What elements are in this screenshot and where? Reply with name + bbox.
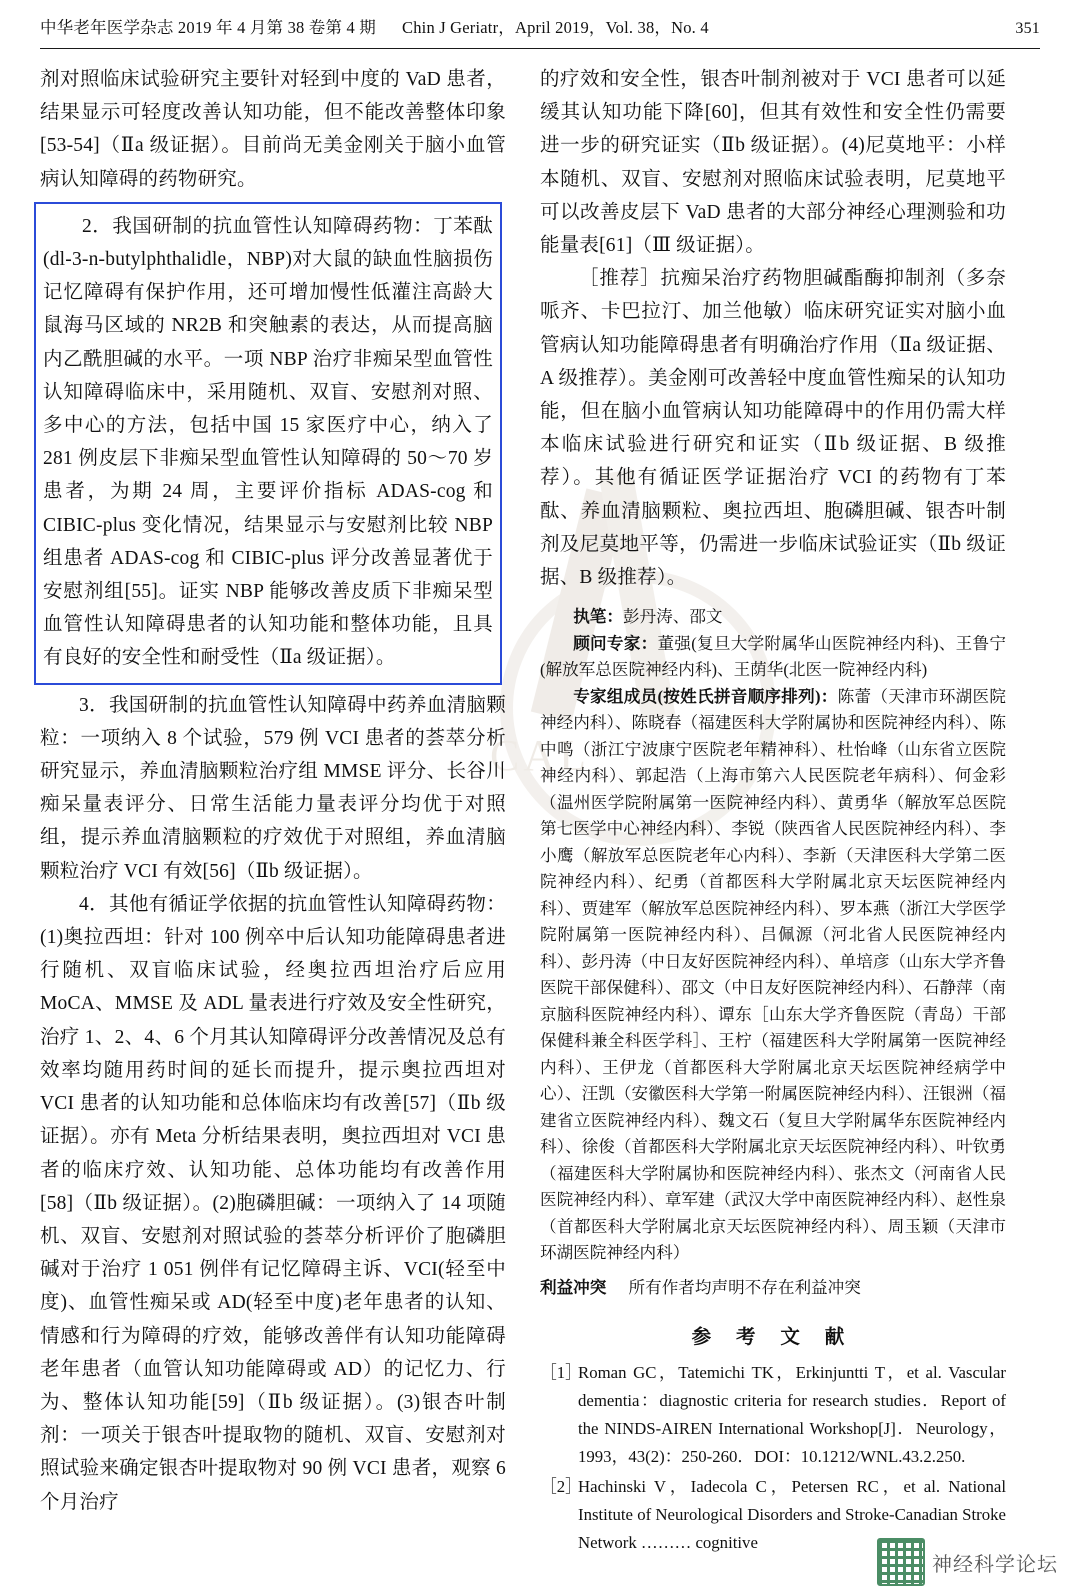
reference-item — [540, 1359, 1006, 1471]
advisors-names: 董强(复旦大学附属华山医院神经内科)、王鲁宁(解放军总医院神经内科)、王荫华(北医一院神经内科) — [540, 633, 1006, 680]
reference-text: Roman GC，Tatemichi TK，Erkinjuntti T，et al. Vascular dementia：diagnostic criteria for research studies．Report of the NINDS-AIREN International Workshop[J]．Neurology，1993，43(2)：250-260．DOI：10.1212/WNL.43.2.250. — [578, 1363, 1006, 1467]
paragraph-yangxue-qingnao: 3．我国研制的抗血管性认知障碍中药养血清脑颗粒：一项纳入 8 个试验，579 例 VCI 患者的荟萃分析研究显示，养血清脑颗粒治疗组 MMSE 评分、长谷川痴呆量表评分、日常生活能力量表评分均优于对照组，提示养血清脑颗粒的疗效优于对照组，养血清脑颗粒治疗 VCI 有效[56]（Ⅱb 级证据）。 — [40, 694, 506, 882]
wechat-badge — [877, 1538, 1058, 1586]
qr-code-icon — [877, 1538, 925, 1586]
panel-members: 陈蕾（天津市环湖医院神经内科）、陈晓春（福建医科大学附属协和医院神经内科）、陈中鸣（浙江宁波康宁医院老年精神科）、杜怡峰（山东省立医院神经内科）、郭起浩（上海市第六人民医院老年病科）、何金彩（温州医学院附属第一医院神经内科）、黄勇华（解放军总医院第七医学中心神经内科）、李锐（陕西省人民医院神经内科）、李小鹰（解放军总医院老年心内科）、李新（天津医科大学第二医院神经内科）、纪勇（首都医科大学附属北京天坛医院神经内科）、贾建军（解放军总医院神经内科）、罗本燕（浙江大学医学院附属第一医院神经内科）、吕佩源（河北省人民医院神经内科）、彭丹涛（中日友好医院神经内科）、单培彦（山东大学齐鲁医院干部保健科）、邵文（中日友好医院神经内科）、石静萍（南京脑科医院神经内科）、谭东［山东大学齐鲁医院（青岛）干部保健科兼全科医学科］、王柠（福建医科大学附属第一医院神经内科）、王伊龙（首都医科大学附属北京天坛医院神经病学中心）、汪凯（安徽医科大学第一附属医院神经内科）、汪银洲（福建省立医院神经内科）、魏文石（复旦大学附属华东医院神经内科）、徐俊（首都医科大学附属北京天坛医院神经内科）、叶钦勇（福建医科大学附属协和医院神经内科）、张杰文（河南省人民医院神经内科）、章军建（武汉大学中南医院神经内科）、赵性泉（首都医科大学附属北京天坛医院神经内科）、周玉颖（天津市环湖医院神经内科） — [540, 686, 1006, 1263]
writers-line — [540, 604, 1006, 631]
writers-names: 彭丹涛、邵文 — [622, 607, 723, 627]
reference-number: ［1］ — [540, 1363, 582, 1383]
conflict-text: 所有作者均声明不存在利益冲突 — [628, 1277, 861, 1297]
advisors-line — [540, 631, 1006, 684]
references-heading: 参 考 文 献 — [691, 1327, 855, 1349]
paragraph-recommendation: ［推荐］抗痴呆治疗药物胆碱酯酶抑制剂（多奈哌齐、卡巴拉汀、加兰他敏）临床研究证实对脑小血管病认知功能障碍患者有明确治疗作用（Ⅱa 级证据、A 级推荐）。美金刚可改善轻中度血管性痴呆的认知功能，但在脑小血管病认知功能障碍中的作用仍需大样本临床试验进行研究和证实（Ⅱb 级证据、B 级推荐）。其他有循证医学证据治疗 VCI 的药物有丁苯酞、养血清脑颗粒、奥拉西坦、胞磷胆碱、银杏叶制剂及尼莫地平等，仍需进一步临床试验证实（Ⅱb 级证据、B 级推荐）。 — [540, 268, 1006, 589]
advisors-label: 顾问专家： — [573, 633, 658, 653]
reference-number: ［2］ — [540, 1477, 582, 1497]
left-column — [40, 63, 506, 1519]
paragraph-efficacy-safety: 的疗效和安全性，银杏叶制剂被对于 VCI 患者可以延缓其认知功能下降[60]，但其有效性和安全性仍需要进一步的研究证实（Ⅱb 级证据）。(4)尼莫地平：小样本随机、双盲、安慰剂对照临床试验表明，尼莫地平可以改善皮层下 VaD 患者的大部分神经心理测验和功能量表[61]（Ⅲ 级证据）。 — [540, 69, 1006, 257]
page-number: 351 — [1015, 20, 1040, 37]
reference-text: Hachinski V，Iadecola C，Petersen RC，et al. National Institute of Neurological Disorders and Stroke-Canadian Stroke Network ……… cognitive — [578, 1477, 1006, 1553]
paragraph-nbp: 2．我国研制的抗血管性认知障碍药物：丁苯酞(dl-3-n-butylphthalidle，NBP)对大鼠的缺血性脑损伤记忆障碍有保护作用，还可增加慢性低灌注高龄大鼠海马区域的 NR2B 和突触素的表达，从而提高脑内乙酰胆碱的水平。一项 NBP 治疗非痴呆型血管性认知障碍临床中，采用随机、双盲、安慰剂对照、多中心的方法，包括中国 15 家医疗中心，纳入了 281 例皮层下非痴呆型血管性认知障碍的 50～70 岁患者，为期 24 周，主要评价指标 ADAS-cog 和 CIBIC-plus 变化情况，结果显示与安慰剂比较 NBP 组患者 ADAS-cog 和 CIBIC-plus 评分改善显著优于安慰剂组[55]。证实 NBP 能够改善皮质下非痴呆型血管性认知障碍患者的认知功能和整体功能，且具有良好的安全性和耐受性（Ⅱa 级证据）。 — [43, 215, 493, 669]
writers-label: 执笔： — [573, 607, 623, 627]
watermark-graphic: CAL — [470, 430, 800, 990]
conflict-of-interest — [540, 1275, 1006, 1302]
paragraph-continued: 剂对照临床试验研究主要针对轻到中度的 VaD 患者，结果显示可轻度改善认知功能，但不能改善整体印象[53-54]（Ⅱa 级证据）。目前尚无美金刚关于脑小血管病认知障碍的药物研究。 — [40, 69, 506, 190]
article-body — [40, 63, 1040, 1559]
conflict-label: 利益冲突 — [540, 1277, 607, 1297]
running-head — [40, 14, 1040, 46]
paragraph-other-drugs: 4．其他有循证学依据的抗血管性认知障碍药物：(1)奥拉西坦：针对 100 例卒中后认知功能障碍患者进行随机、双盲临床试验，经奥拉西坦治疗后应用 MoCA、MMSE 及 ADL 量表进行疗效及安全性研究，治疗 1、2、4、6 个月其认知障碍评分改善情况及总有效率均随用药时间的延长而提升，提示奥拉西坦对 VCI 患者的认知功能和总体临床均有改善[57]（Ⅱb 级证据）。亦有 Meta 分析结果表明，奥拉西坦对 VCI 患者的临床疗效、认知功能、总体功能均有改善作用[58]（Ⅱb 级证据）。(2)胞磷胆碱：一项纳入了 14 项随机、双盲、安慰剂对照试验的荟萃分析评价了胞磷胆碱对于治疗 1 051 例伴有记忆障碍主诉、VCI(轻至中度)、血管性痴呆或 AD(轻至中度)老年患者的认知、情感和行为障碍的疗效，能够改善伴有认知功能障碍老年患者（血管认知功能障碍或 AD）的记忆力、行为、整体认知功能[59]（Ⅱb 级证据）。(3)银杏叶制剂：一项关于银杏叶提取物的随机、双盲、安慰剂对照试验来确定银杏叶提取物对 90 例 VCI 患者，观察 6 个月治疗 — [40, 893, 506, 1513]
journal-title-en: Chin J Geriatr，April 2019，Vol. 38，No. 4 — [402, 18, 709, 37]
wechat-badge-label: 神经科学论坛 — [932, 1553, 1058, 1576]
panel-label: 专家组成员(按姓氏拼音顺序排列)： — [573, 686, 838, 706]
header-divider — [40, 48, 1040, 49]
highlighted-box — [34, 202, 502, 685]
contributors-block — [540, 604, 1006, 1267]
journal-title-cn: 中华老年医学杂志 2019 年 4 月第 38 卷第 4 期 — [40, 18, 376, 37]
panel-line — [540, 684, 1006, 1267]
right-column — [540, 63, 1006, 1559]
